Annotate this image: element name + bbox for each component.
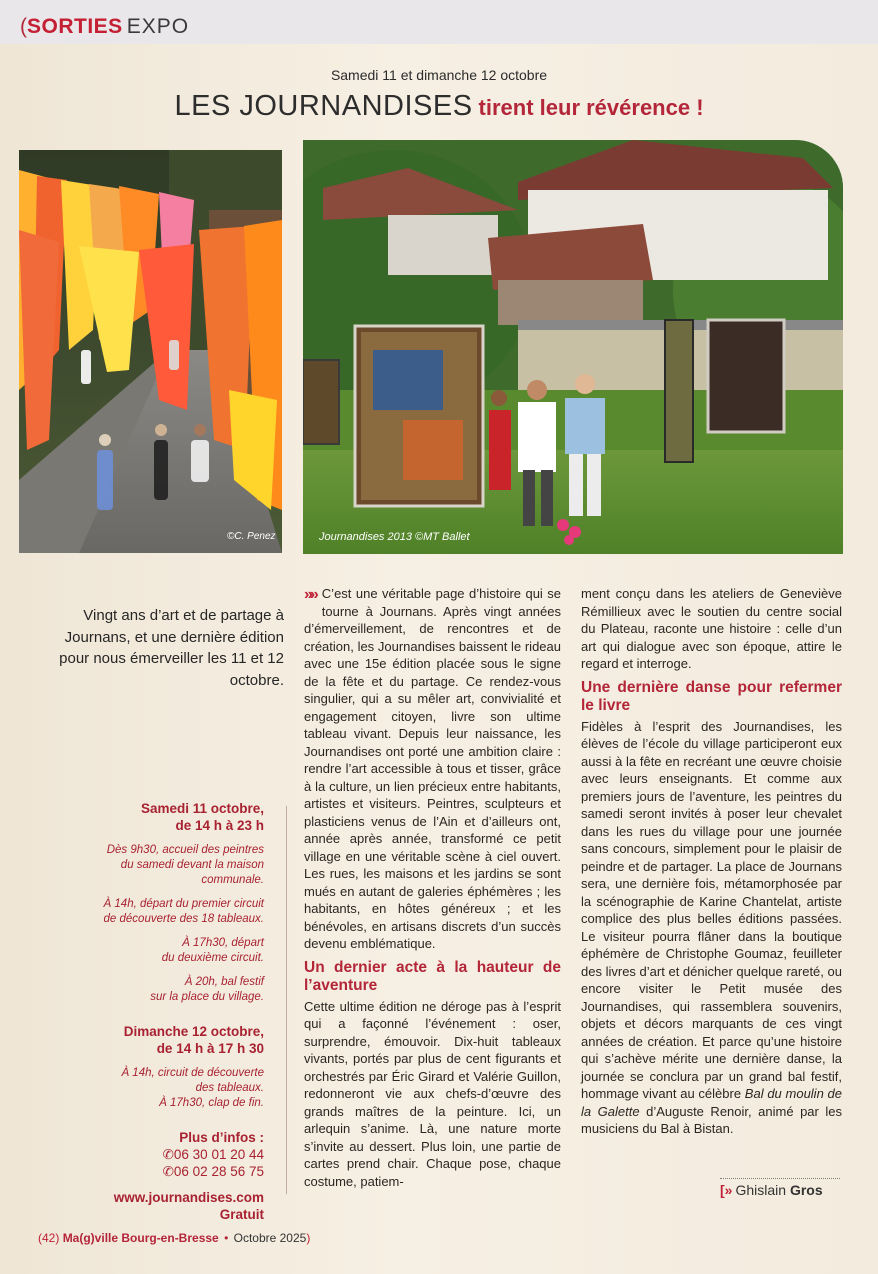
footer-bullet: • xyxy=(224,1231,229,1245)
body-text: d’Auguste Renoir, animé par les musiciens du Bal à Bistan. xyxy=(581,1103,842,1136)
photo-caption-right: Journandises 2013 ©MT Ballet xyxy=(319,531,470,543)
phone-number: ✆06 02 28 56 75 xyxy=(162,1164,264,1179)
artwork-title: Bal du moulin de la Galette xyxy=(581,1086,842,1119)
photo-banners-street xyxy=(19,150,282,553)
author-last-name: Gros xyxy=(789,1182,823,1198)
banners-street-illustration xyxy=(19,150,282,553)
footer-close: ) xyxy=(306,1231,311,1245)
rubric-section: SORTIES xyxy=(27,15,123,38)
sunday-line: À 14h, circuit de découverte xyxy=(121,1067,264,1079)
title-main: LES JOURNANDISES xyxy=(174,90,473,122)
saturday-line: À 17h30, départ xyxy=(182,937,264,949)
article-title xyxy=(0,90,878,123)
body-paragraph: ment conçu dans les ateliers de Geneviève Rémillieux avec le soutien du centre social du Plateau, raconte une histoire : celle d’un art qui dialogue avec son époque, attire le regard et interroge. xyxy=(581,586,842,671)
body-text: Fidèles à l’esprit des Journandises, les élèves de l’école du village participeront eux aussi à la fête en recréant une œuvre choisie avec leurs enseignants. Et comme aux premiers jours de l’aventure, les peintres du samedi seront invités à poser leur chevalet dans les rues du village pour une journée sans concours, simplement pour le plaisir de peindre et de partager. La place de Journans sera, une dernière fois, métamorphosée par la scénographie de Karine Chantelat, artiste complice des plus belles éditions passées. Le visiteur pourra flâner dans la boutique éphémère de Christophe Goumaz, feuilleter des livres d’art et dénicher quelque rareté, ou encore visiter le Petit musée des Journandises, qui rassemblera souvenirs, objets et décors marquants de ces vingt années de création. Et parce qu’une histoire qui s’achève mérite une dernière danse, la journée se conclura par un grand bal festif, hommage vivant au célèbre xyxy=(581,718,842,1101)
saturday-line: communale. xyxy=(201,874,264,886)
sunday-heading-2: de 14 h à 17 h 30 xyxy=(156,1041,264,1056)
magazine-name: Ma(g)ville Bourg-en-Bresse xyxy=(62,1231,219,1245)
garden-exhibition-illustration xyxy=(303,140,843,554)
phone-number: ✆06 30 01 20 44 xyxy=(162,1147,264,1162)
sunday-heading-1: Dimanche 12 octobre, xyxy=(123,1024,264,1039)
issue-date: Octobre 2025 xyxy=(233,1231,307,1245)
info-heading: Plus d’infos : xyxy=(179,1130,264,1145)
title-accent: tirent leur révérence ! xyxy=(478,95,704,120)
rubric-open: ( xyxy=(20,15,27,38)
saturday-line: À 14h, départ du premier circuit xyxy=(103,898,264,910)
header-bar xyxy=(0,0,878,44)
saturday-heading-2: de 14 h à 23 h xyxy=(175,818,264,833)
author-byline xyxy=(720,1178,840,1198)
saturday-line: de découverte des 18 tableaux. xyxy=(103,913,264,925)
body-paragraph: C’est une véritable page d’histoire qui se tourne à Journans. Après vingt années d’émerveillement, de rencontres et de création, les Journandises baissent le rideau avec une 15e édition placée sous le signe de la fête et du partage. Ce rendez-vous singulier, qui a su mêler art, convivialité et engagement citoyen, livre son ultime tableau vivant. Depuis leur naissance, les Journandises ont porté une ambition claire : rendre l’art accessible à tous et tisser, grâce à la culture, un lien précieux entre habitants, artistes et visiteurs. Peintres, sculpteurs et plasticiens venus de l’Ain et d’ailleurs ont, année après année, transformé ce petit village en une véritable scène à ciel ouvert. Les rues, les maisons et les jardins se sont mués en autant de galeries éphémères ; les habitants, en hôtes généreux ; et les bénévoles, en artisans discrets d’un succès devenu emblématique. xyxy=(304,586,561,951)
website-link[interactable]: www.journandises.com xyxy=(113,1190,264,1205)
saturday-line: Dès 9h30, accueil des peintres xyxy=(106,844,264,856)
saturday-line: du samedi devant la maison xyxy=(120,859,264,871)
body-paragraph: Cette ultime édition ne déroge pas à l’esprit qui a façonné l’événement : oser, surprendre, émouvoir. Dix-huit tableaux vivants, portés par plus de cent figurants et orchestrés par Éric Girard et Valérie Guillon, redonneront vie aux chefs-d’œuvre des grands maîtres de la peinture. Ici, un arlequin s’anime. Là, une nature morte s’invite au dessert. Plus loin, une partie de cartes prend chair. Chaque pose, chaque costume, patiem- xyxy=(304,998,561,1189)
sunday-line: À 17h30, clap de fin. xyxy=(159,1097,264,1109)
article-column-3 xyxy=(581,585,842,1138)
saturday-line: sur la place du village. xyxy=(150,991,264,1003)
photo-credit-left: ©C. Penez xyxy=(227,531,276,542)
saturday-line: du deuxième circuit. xyxy=(161,952,264,964)
practical-info xyxy=(56,800,264,1223)
page-number: (42) xyxy=(38,1231,60,1245)
quote-mark-icon: »» xyxy=(304,586,316,603)
rubric-subsection: EXPO xyxy=(126,15,190,38)
sunday-line: des tableaux. xyxy=(195,1082,264,1094)
article-lead: Vingt ans d’art et de partage à Journans, et une dernière édition pour nous émerveiller les 11 et 12 octobre. xyxy=(59,607,284,689)
author-first-name: Ghislain xyxy=(735,1182,787,1198)
article-column-2 xyxy=(304,585,561,1190)
price-note: Gratuit xyxy=(219,1207,264,1222)
photo-garden-exhibition xyxy=(303,140,843,554)
subheading: Une dernière danse pour refermer le livre xyxy=(581,678,842,714)
section-rubric xyxy=(20,16,189,38)
saturday-line: À 20h, bal festif xyxy=(184,976,264,988)
subheading: Un dernier acte à la hauteur de l’aventure xyxy=(304,958,561,994)
byline-mark-icon: [» xyxy=(720,1182,733,1198)
saturday-heading-1: Samedi 11 octobre, xyxy=(140,801,264,816)
page-footer xyxy=(38,1231,310,1245)
event-date-line: Samedi 11 et dimanche 12 octobre xyxy=(330,67,548,83)
body-paragraph xyxy=(581,718,842,1138)
column-divider xyxy=(286,806,287,1194)
